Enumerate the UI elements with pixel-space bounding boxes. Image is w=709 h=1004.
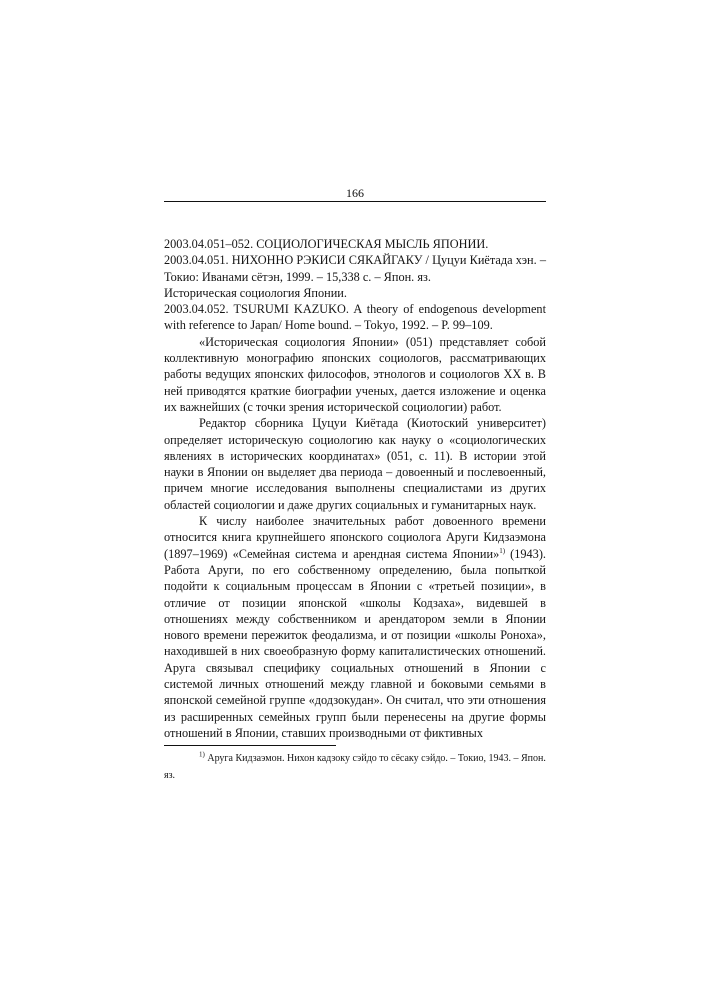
header-rule <box>164 201 546 202</box>
paragraph-3-rest: (1943). Работа Аруги, по его собственному определению, была попыткой подойти к социальным процессам в Японии с «третьей позиции», в отличие от позиции японской «школы Кодзаха», видевшей в отношениях между собственником и арендатором земли в Японии нового времени пережиток феодализма, и от позиции «школы Роноха», находившей в них своеобразную форму капиталистических отношений. Аруга связывал специфику социальных отношений в Японии с системой личных отношений между главной и боковыми семьями в японской семейной группе «додзокудан». Он считал, что эти отношения из расширенных семейных групп были перенесены на другие формы отношений в Японии, ставших производными от фиктивных <box>164 546 546 740</box>
paragraph-3-start: К числу наиболее значительных работ довоенного времени относится книга крупнейшего японского социолога Аруги Кидзаэмона (1897–1969) «Семейная система и арендная система Японии» <box>164 514 546 561</box>
footnote <box>164 750 546 784</box>
article-body <box>164 236 546 741</box>
bibliographic-entry-052: 2003.04.052. TSURUMI KAZUKO. A theory of endogenous development with reference to Japan/ Home bound. – Tokyo, 1992. – P. 99–109. <box>164 302 546 333</box>
footnote-rule <box>164 745 336 746</box>
footnote-reference[interactable]: 1) <box>499 546 506 555</box>
section-heading: 2003.04.051–052. СОЦИОЛОГИЧЕСКАЯ МЫСЛЬ ЯПОНИИ. <box>164 237 489 251</box>
bibliographic-entry-051: 2003.04.051. НИХОННО РЭКИСИ СЯКАЙГАКУ / Цуцуи Киётада хэн. – Токио: Иванами сётэн, 1999. – 15,338 с. – Япон. яз. <box>164 253 546 284</box>
paragraph-3 <box>164 513 546 741</box>
entry-051-translation: Историческая социология Японии. <box>164 285 347 300</box>
footnote-text: Аруга Кидзаэмон. Нихон кадзоку сэйдо то сёсаку сэйдо. – Токио, 1943. – Япон. яз. <box>164 753 546 781</box>
paragraph-1: «Историческая социология Японии» (051) представляет собой коллективную монографию японских социологов, рассматривающих работы ведущих японских философов, этнологов и социологов XX в. В ней приводятся краткие биографии ученых, дается изложение и оценка их важнейших (с точки зрения исторической социологии) работ. <box>164 334 546 414</box>
page-number: 166 <box>346 186 364 200</box>
paragraph-2: Редактор сборника Цуцуи Киётада (Киотоский университет) определяет историческую социологию как науку о «социологических явлениях в исторических координатах» (051, с. 11). В истории этой науки в Японии он выделяет два периода – довоенный и послевоенный, причем многие исследования выполнены специалистами из других областей социологии и даже других социальных и гуманитарных наук. <box>164 416 546 512</box>
footnote-number: 1) <box>199 750 205 759</box>
